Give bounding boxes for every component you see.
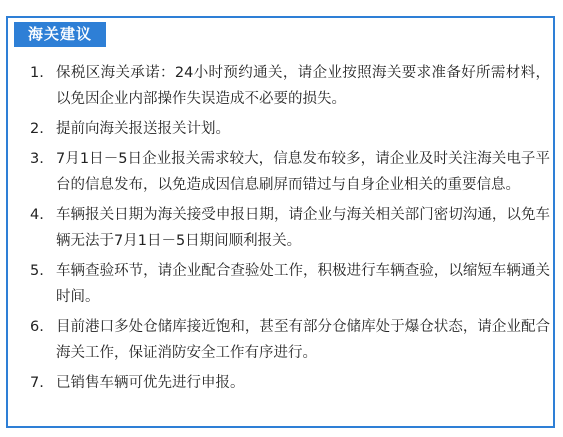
list-item: [30, 370, 550, 396]
list-item: [30, 258, 550, 310]
item-number: 2.: [30, 121, 44, 137]
item-number: 3.: [30, 151, 44, 167]
item-number: 6.: [30, 319, 44, 335]
list-item: [30, 116, 550, 142]
item-text: 7月1日－5日企业报关需求较大，信息发布较多，请企业及时关注海关电子平台的信息发布，以免造成因信息刷屏而错过与自身企业相关的重要信息。: [56, 151, 550, 193]
item-number: 5.: [30, 263, 44, 279]
item-text: 已销售车辆可优先进行申报。: [56, 375, 245, 391]
item-text: 保税区海关承诺：24小时预约通关，请企业按照海关要求准备好所需材料，以免因企业内部操作失误造成不必要的损失。: [56, 65, 550, 107]
panel-title: 海关建议: [14, 22, 106, 47]
item-number: 1.: [30, 65, 44, 81]
item-text: 目前港口多处仓储库接近饱和，甚至有部分仓储库处于爆仓状态，请企业配合海关工作，保证消防安全工作有序进行。: [56, 319, 550, 361]
list-item: [30, 202, 550, 254]
advice-panel: [6, 16, 555, 428]
item-number: 7.: [30, 375, 44, 391]
item-text: 提前向海关报送报关计划。: [56, 121, 230, 137]
list-item: [30, 146, 550, 198]
list-item: [30, 60, 550, 112]
list-item: [30, 314, 550, 366]
item-text: 车辆报关日期为海关接受申报日期，请企业与海关相关部门密切沟通，以免车辆无法于7月1日－5日期间顺利报关。: [56, 207, 550, 249]
item-text: 车辆查验环节，请企业配合查验处工作，积极进行车辆查验，以缩短车辆通关时间。: [56, 263, 550, 305]
advice-list: [30, 60, 550, 400]
item-number: 4.: [30, 207, 44, 223]
